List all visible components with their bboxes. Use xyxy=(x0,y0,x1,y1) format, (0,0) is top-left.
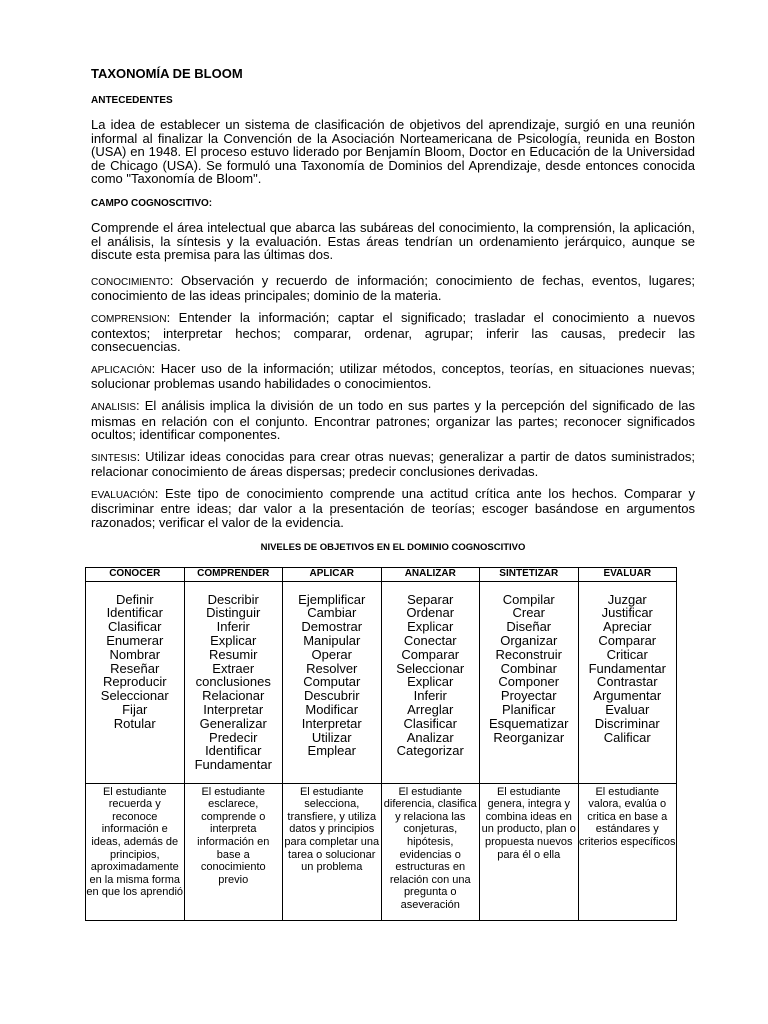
verb-item: Cambiar xyxy=(307,605,357,621)
campo-cognoscitivo-heading: CAMPO COGNOSCITIVO: xyxy=(91,197,213,209)
verb-item: Resumir xyxy=(209,646,258,662)
description-cell-analizar: El estudiante diferencia, clasifica y relaciona las conjeturas, hipótesis, evidencias o estructuras en relación con una pregunta o aseveración xyxy=(381,783,480,920)
verb-item: Criticar xyxy=(606,646,648,662)
verb-item: Inferir xyxy=(413,688,447,704)
verb-item: Discriminar xyxy=(594,715,660,731)
definition-text: : Entender la información; captar el significado; trasladar el conocimiento a nuevos contextos; interpretar hechos; comparar, ordenar, agrupar; inferir las causas, predecir las consecuencias. xyxy=(91,309,695,355)
verb-item: Compilar xyxy=(502,591,555,607)
verb-item: Justificar xyxy=(601,605,653,621)
definition-term: CONOCIMIENTO xyxy=(91,276,170,288)
verb-item: Identificar xyxy=(106,605,163,621)
verbs-cell-comprender xyxy=(184,581,283,783)
definition-comprension xyxy=(91,311,695,354)
description-cell-comprender: El estudiante esclarece, comprende o interpreta información en base a conocimiento previo xyxy=(184,783,283,920)
verb-item: Proyectar xyxy=(500,688,557,704)
verb-item: Organizar xyxy=(500,633,558,649)
verb-item: Interpretar xyxy=(301,715,362,731)
verb-item: Reseñar xyxy=(110,660,160,676)
verb-item: Definir xyxy=(115,591,154,607)
verbs-cell-analizar xyxy=(381,581,480,783)
definition-term: ANALISIS xyxy=(91,401,137,413)
definition-text: : Observación y recuerdo de información; conocimiento de fechas, eventos, lugares; conocimiento de las ideas principales; dominio de la materia. xyxy=(91,272,695,304)
verb-item: Reproducir xyxy=(102,674,167,690)
verb-item: Emplear xyxy=(307,743,356,759)
verb-item: Componer xyxy=(498,674,560,690)
verb-item: Esquematizar xyxy=(489,715,569,731)
verb-item: Diseñar xyxy=(506,619,552,635)
definition-analisis xyxy=(91,399,695,442)
column-header-analizar: ANALIZAR xyxy=(381,567,480,581)
verb-item: Comparar xyxy=(598,633,657,649)
verb-item: Evaluar xyxy=(605,702,650,718)
description-cell-conocer: El estudiante recuerda y reconoce información e ideas, además de principios, aproximadamente en la misma forma en que los aprendió xyxy=(86,783,185,920)
verb-item: Apreciar xyxy=(603,619,652,635)
verb-item: Analizar xyxy=(406,729,454,745)
column-header-sintetizar: SINTETIZAR xyxy=(480,567,579,581)
verb-item: Enumerar xyxy=(106,633,164,649)
verb-item: Crear xyxy=(512,605,545,621)
verb-item: Describir xyxy=(207,591,259,607)
verb-item: Contrastar xyxy=(596,674,658,690)
verb-item: Arreglar xyxy=(407,702,454,718)
verb-item: Reconstruir xyxy=(495,646,562,662)
page-title: TAXONOMÍA DE BLOOM xyxy=(91,66,243,81)
column-header-aplicar: APLICAR xyxy=(283,567,382,581)
verb-item: Clasificar xyxy=(108,619,162,635)
verb-item: Explicar xyxy=(407,674,454,690)
definition-term: SINTESIS xyxy=(91,452,137,464)
verb-item: Seleccionar xyxy=(396,660,465,676)
verb-item: Ejemplificar xyxy=(298,591,366,607)
verb-item: Comparar xyxy=(401,646,460,662)
verb-item: Rotular xyxy=(113,715,156,731)
definition-term: EVALUACIÓN xyxy=(91,489,155,501)
verb-item: Modificar xyxy=(305,702,359,718)
definition-conocimiento xyxy=(91,274,695,303)
cognitive-levels-table xyxy=(85,567,677,921)
definition-evaluacion xyxy=(91,487,695,530)
verb-item: Nombrar xyxy=(109,646,161,662)
definition-sintesis xyxy=(91,450,695,479)
definition-term: APLICACIÓN xyxy=(91,364,152,376)
verb-item: Resolver xyxy=(306,660,358,676)
verb-item: Utilizar xyxy=(311,729,352,745)
verb-item: Distinguir xyxy=(206,605,261,621)
definition-term: COMPRENSION xyxy=(91,313,167,325)
document-page xyxy=(86,66,695,921)
description-cell-evaluar: El estudiante valora, evalúa o critica en base a estándares y criterios específicos xyxy=(578,783,677,920)
verb-item: Generalizar xyxy=(199,715,267,731)
verb-item: Categorizar xyxy=(396,743,464,759)
verbs-cell-conocer xyxy=(86,581,185,783)
verb-item: Inferir xyxy=(216,619,250,635)
verb-item: Separar xyxy=(407,591,454,607)
verb-item: Relacionar xyxy=(202,688,265,704)
description-cell-aplicar: El estudiante selecciona, transfiere, y utiliza datos y principios para completar una tarea o solucionar un problema xyxy=(283,783,382,920)
verb-item: Seleccionar xyxy=(100,688,169,704)
verb-item: Identificar xyxy=(205,743,262,759)
verbs-cell-evaluar xyxy=(578,581,677,783)
definition-text: : Utilizar ideas conocidas para crear otras nuevas; generalizar a partir de datos suministrados; relacionar conocimiento de áreas dispersas; predecir conclusiones derivadas. xyxy=(91,448,695,480)
verb-item: Fundamentar xyxy=(194,757,272,773)
verb-item: Explicar xyxy=(210,633,257,649)
verb-item: Ordenar xyxy=(406,605,455,621)
verb-item: Descubrir xyxy=(303,688,360,704)
verb-item: Fundamentar xyxy=(588,660,666,676)
definition-text: : Hacer uso de la información; utilizar métodos, conceptos, teorías, en situaciones nuevas; solucionar problemas usando habilidades o conocimientos. xyxy=(91,360,695,392)
verb-item: Argumentar xyxy=(593,688,662,704)
verb-item: Extraer xyxy=(212,660,255,676)
verb-item: Interpretar xyxy=(203,702,264,718)
campo-cognoscitivo-text: Comprende el área intelectual que abarca las subáreas del conocimiento, la comprensión, la aplicación, el análisis, la síntesis y la evaluación. Estas áreas tendrían un ordenamiento jerárquico, aunque se discute esta premisa para las últimas dos. xyxy=(91,219,695,263)
verb-item: Computar xyxy=(303,674,361,690)
table-header-row xyxy=(86,567,677,581)
definition-text: : Este tipo de conocimiento comprende una actitud crítica ante los hechos. Comparar y discriminar entre ideas; dar valor a la presentación de teorías; escoger basándose en argumentos razonados; verificar el valor de la evidencia. xyxy=(91,485,695,531)
verb-item: Calificar xyxy=(603,729,651,745)
verb-item: Clasificar xyxy=(403,715,457,731)
antecedentes-text: La idea de establecer un sistema de clasificación de objetivos del aprendizaje, surgió en una reunión informal al finalizar la Convención de la Asociación Norteamericana de Psicología, reunida en Boston (USA) en 1948. El proceso estuvo liderado por Benjamín Bloom, Doctor en Educación de la Universidad de Chicago (USA). Se formuló una Taxonomía de Dominios del Aprendizaje, desde entonces conocida como "Taxonomía de Bloom". xyxy=(91,117,695,187)
column-header-evaluar: EVALUAR xyxy=(578,567,677,581)
verb-item: Predecir xyxy=(209,729,258,745)
table-verbs-row xyxy=(86,581,677,783)
verb-item: Juzgar xyxy=(607,591,647,607)
verbs-cell-sintetizar xyxy=(480,581,579,783)
definition-aplicacion xyxy=(91,362,695,391)
verb-item: Conectar xyxy=(403,633,457,649)
verb-item: conclusiones xyxy=(195,674,271,690)
verb-item: Explicar xyxy=(407,619,454,635)
verb-item: Operar xyxy=(311,646,352,662)
column-header-comprender: COMPRENDER xyxy=(184,567,283,581)
antecedentes-heading: ANTECEDENTES xyxy=(91,95,173,106)
column-header-conocer: CONOCER xyxy=(86,567,185,581)
verb-item: Combinar xyxy=(500,660,557,676)
table-description-row xyxy=(86,783,677,920)
verb-item: Manipular xyxy=(303,633,361,649)
verb-item: Reorganizar xyxy=(493,729,565,745)
table-title: NIVELES DE OBJETIVOS EN EL DOMINIO COGNOSCITIVO xyxy=(260,541,526,553)
verb-item: Demostrar xyxy=(301,619,363,635)
definition-text: : El análisis implica la división de un todo en sus partes y la percepción del significado de las mismas en relación con el conjunto. Encontrar patrones; organizar las partes; reconocer significados ocultos; identificar componentes. xyxy=(91,397,695,443)
verb-item: Planificar xyxy=(502,702,556,718)
description-cell-sintetizar: El estudiante genera, integra y combina ideas en un producto, plan o propuesta nuevos para él o ella xyxy=(480,783,579,920)
verbs-cell-aplicar xyxy=(283,581,382,783)
verb-item: Fijar xyxy=(122,702,148,718)
